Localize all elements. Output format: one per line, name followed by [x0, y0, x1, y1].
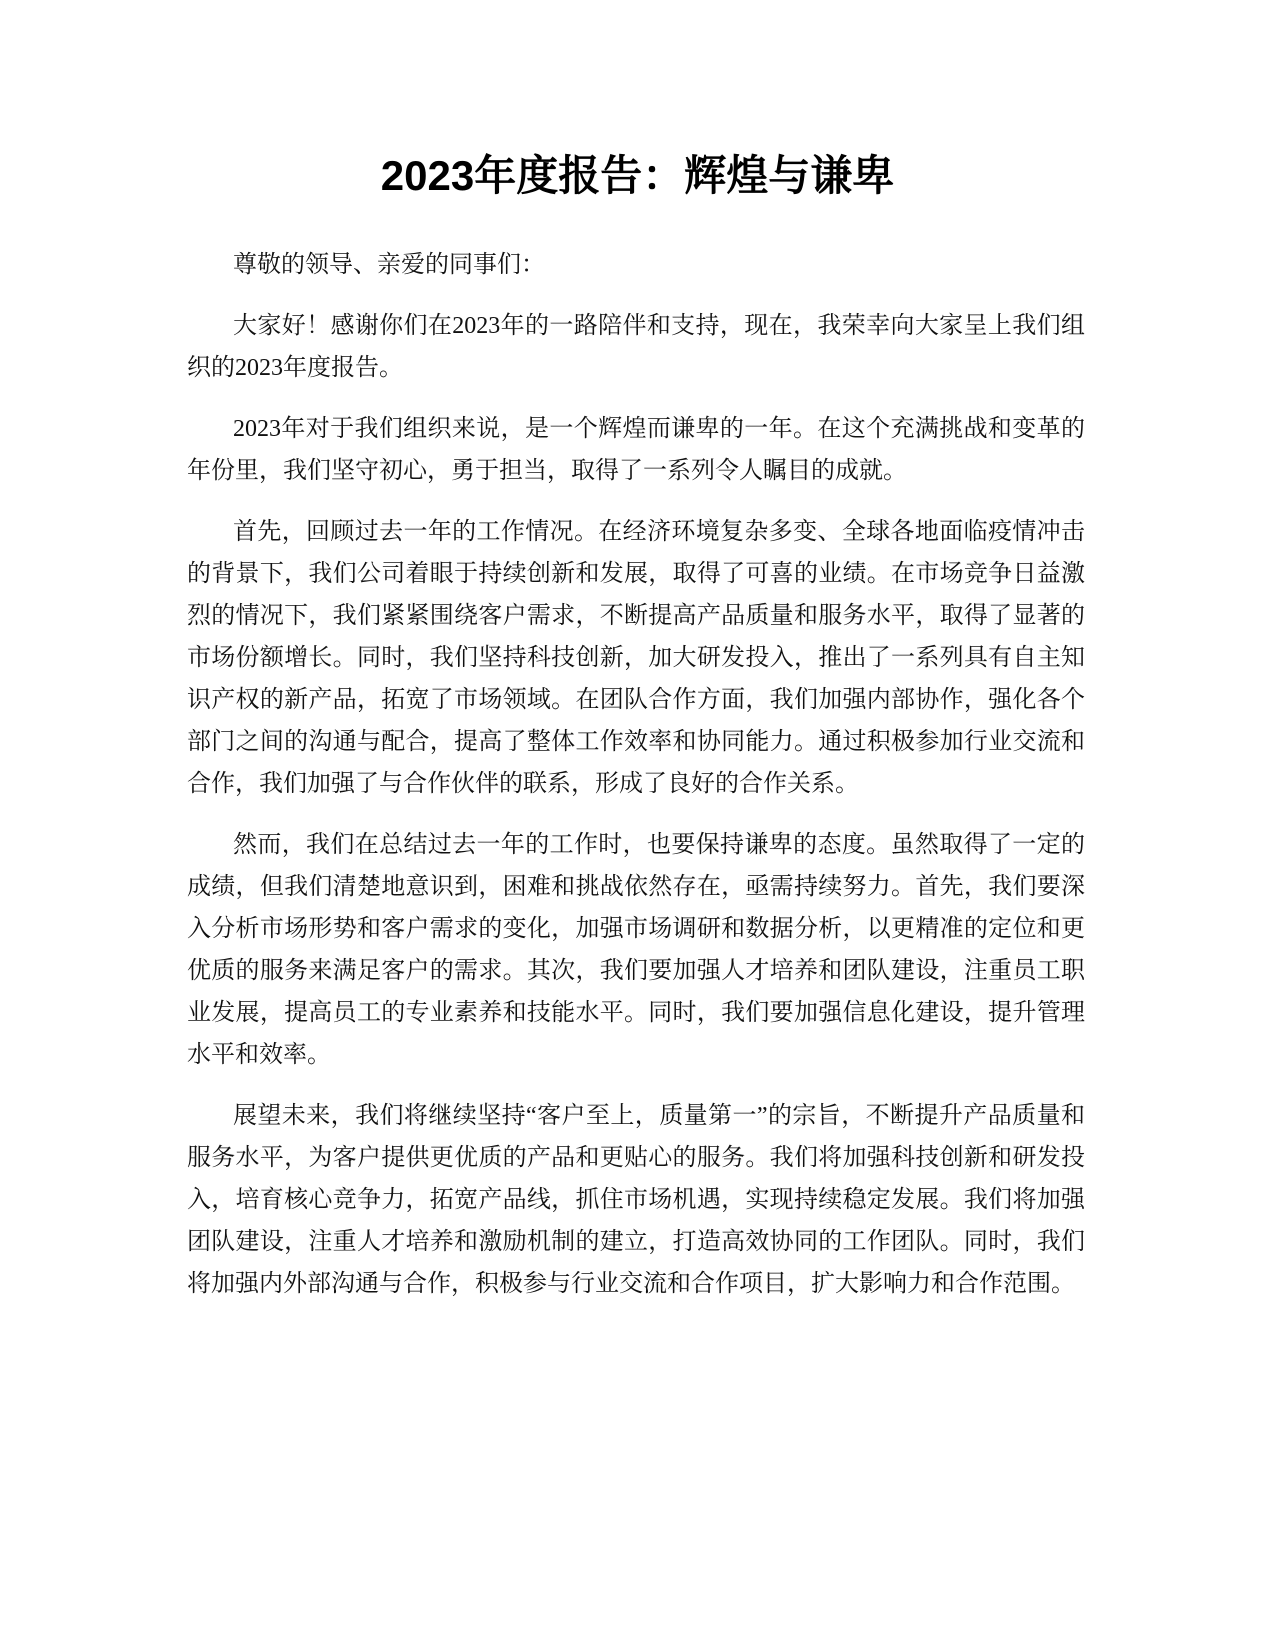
paragraph-outlook: 展望未来，我们将继续坚持“客户至上，质量第一”的宗旨，不断提升产品质量和服务水平，为客户提供更优质的产品和更贴心的服务。我们将加强科技创新和研发投入，培育核心竞争力，拓宽产品线，抓住市场机遇，实现持续稳定发展。我们将加强团队建设，注重人才培养和激励机制的建立，打造高效协同的工作团队。同时，我们将加强内外部沟通与合作，积极参与行业交流和合作项目，扩大影响力和合作范围。 — [187, 1103, 1085, 1297]
paragraph-greeting: 大家好！感谢你们在2023年的一路陪伴和支持，现在，我荣幸向大家呈上我们组织的2023年度报告。 — [187, 313, 1085, 381]
document-title: 2023年度报告：辉煌与谦卑 — [380, 152, 895, 199]
paragraph-overview: 2023年对于我们组织来说，是一个辉煌而谦卑的一年。在这个充满挑战和变革的年份里，我们坚守初心，勇于担当，取得了一系列令人瞩目的成就。 — [187, 416, 1085, 484]
document-body — [187, 244, 1085, 1324]
paragraph-salutation: 尊敬的领导、亲爱的同事们： — [233, 252, 545, 278]
paragraph-humility: 然而，我们在总结过去一年的工作时，也要保持谦卑的态度。虽然取得了一定的成绩，但我们清楚地意识到，困难和挑战依然存在，亟需持续努力。首先，我们要深入分析市场形势和客户需求的变化，加强市场调研和数据分析，以更精准的定位和更优质的服务来满足客户的需求。其次，我们要加强人才培养和团队建设，注重员工职业发展，提高员工的专业素养和技能水平。同时，我们要加强信息化建设，提升管理水平和效率。 — [187, 832, 1085, 1068]
paragraph-review: 首先，回顾过去一年的工作情况。在经济环境复杂多变、全球各地面临疫情冲击的背景下，我们公司着眼于持续创新和发展，取得了可喜的业绩。在市场竞争日益激烈的情况下，我们紧紧围绕客户需求，不断提高产品质量和服务水平，取得了显著的市场份额增长。同时，我们坚持科技创新，加大研发投入，推出了一系列具有自主知识产权的新产品，拓宽了市场领域。在团队合作方面，我们加强内部协作，强化各个部门之间的沟通与配合，提高了整体工作效率和协同能力。通过积极参加行业交流和合作，我们加强了与合作伙伴的联系，形成了良好的合作关系。 — [187, 519, 1085, 797]
